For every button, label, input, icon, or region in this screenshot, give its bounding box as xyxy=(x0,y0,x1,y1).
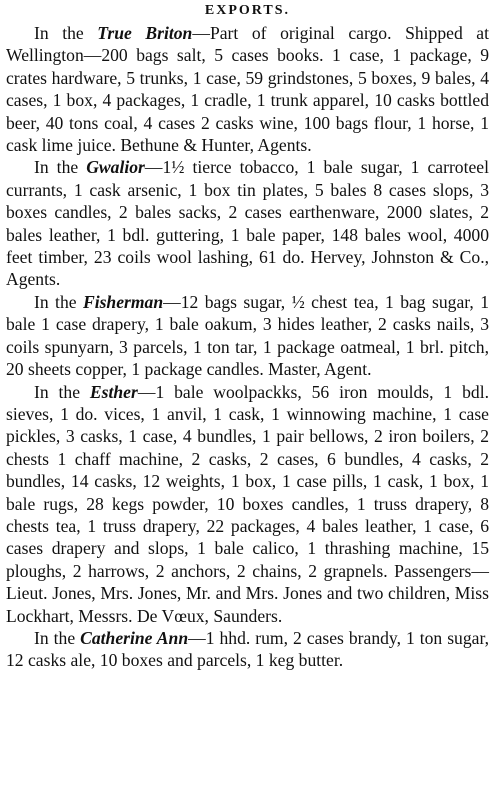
ship-name: True Briton xyxy=(97,23,193,43)
ship-name: Esther xyxy=(89,381,138,402)
export-entry-fisherman xyxy=(6,291,489,381)
export-entry-gwalior xyxy=(6,156,489,290)
cargo-text: —1 hhd. rum, 2 cases brandy, 1 ton sugar, 12 casks ale, 10 boxes and parcels, 1 keg butter. xyxy=(6,627,489,671)
cargo-text: —Part of original cargo. Shipped at Wellington—200 bags salt, 5 cases books. 1 case, 1 package, 9 crates hardware, 5 trunks, 1 case, 59 grindstones, 5 boxes, 9 bales, 4 cases, 1 box, 4 packages, 1 cradle, 1 trunk apparel, 10 casks bottled beer, 40 tons coal, 4 cases 2 casks wine, 100 bags flour, 1 horse, 1 cask lime juice. Bethune & Hunter, Agents. xyxy=(6,23,490,156)
export-entry-true-briton xyxy=(6,22,489,156)
entry-prefix: In the xyxy=(34,157,87,178)
cargo-text: —1 bale woolpackks, 56 iron moulds, 1 bdl. sieves, 1 do. vices, 1 anvil, 1 cask, 1 winnowing machine, 1 case pickles, 3 casks, 1 case, 4 bundles, 1 pair bellows, 2 iron boilers, 2 chests 1 chaff machine, 2 casks, 2 cases, 6 bundles, 4 casks, 2 bundles, 14 casks, 12 weights, 1 box, 1 case pills, 1 cask, 1 box, 1 bale rugs, 28 kegs powder, 10 boxes candles, 1 truss drapery, 8 chests tea, 1 truss drapery, 22 packages, 4 bales leather, 1 case, 6 cases drapery and slops, 1 bale calico, 1 thrashing machine, 15 ploughs, 2 harrows, 2 anchors, 2 chains, 2 grapnels. Passengers—Lieut. Jones, Mrs. Jones, Mr. and Mrs. Jones and two children, Miss Lockhart, Messrs. De Vœux, Saunders. xyxy=(6,381,489,626)
cargo-text: —1½ tierce tobacco, 1 bale sugar, 1 carroteel currants, 1 cask arsenic, 1 box tin plates, 5 bales 8 cases slops, 3 boxes candles, 2 bales sacks, 2 cases earthenware, 2000 slates, 2 bales leather, 1 bdl. guttering, 1 bale paper, 148 bales wool, 4000 feet timber, 23 coils wool lashing, 61 do. Hervey, Johnston & Co., Agents. xyxy=(6,157,489,290)
entry-prefix: In the xyxy=(34,23,98,43)
export-entry-esther xyxy=(6,381,489,627)
section-heading: EXPORTS. xyxy=(204,3,291,18)
ship-name: Gwalior xyxy=(86,157,145,178)
entry-prefix: In the xyxy=(34,291,83,312)
ship-name: Fisherman xyxy=(82,291,164,312)
entry-prefix: In the xyxy=(34,381,90,402)
export-entry-catherine-ann xyxy=(6,627,489,672)
cargo-text: —12 bags sugar, ½ chest tea, 1 bag sugar, 1 bale 1 case drapery, 1 bale oakum, 3 hides leather, 2 casks nails, 3 coils spunyarn, 3 parcels, 1 ton tar, 1 package oatmeal, 1 brl. pitch, 20 sheets copper, 1 package candles. Master, Agent. xyxy=(6,291,490,380)
ship-name: Catherine Ann xyxy=(80,627,189,648)
entry-prefix: In the xyxy=(34,627,81,648)
